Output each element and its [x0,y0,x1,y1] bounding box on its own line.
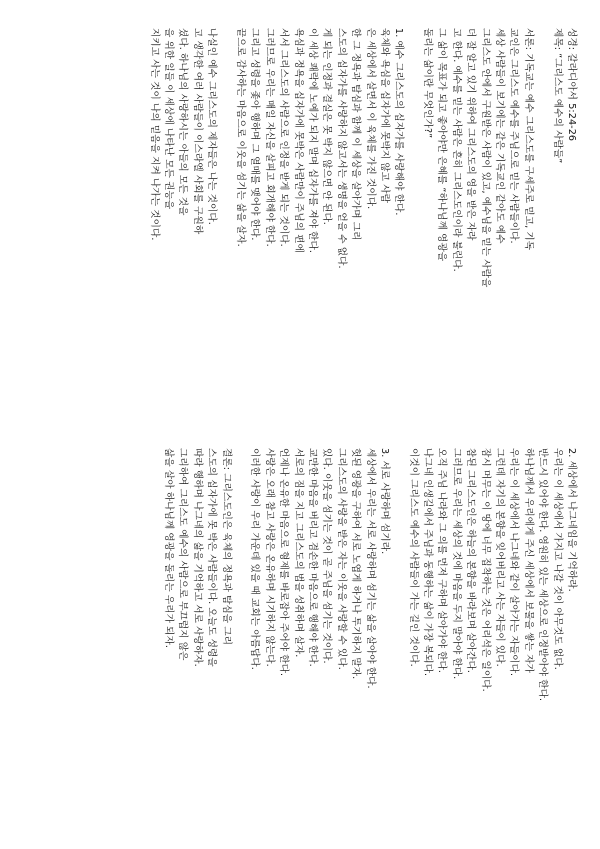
conclusion-line: 그리하여 그리스도 예수의 사람으로 부끄럽지 않은 [177,448,189,661]
conclusion-line: 스도의 십자가에 못 박은 사람들이다. 오늘도 성령을 [206,448,218,667]
intro-line: 더 잘 알고 있기 위하여 그리스도의 영을 받은 자라 [465,28,477,241]
section-2-line: 잠시 머무는 이 땅에 너무 집착하는 것은 어리석은 일이다. [479,448,491,692]
conclusion-line: 결론: 그리스도인은 육체의 정욕과 탐심을 그리 [220,448,232,646]
section-1b-line: 을 위한 일들 이 세상에 나타난 모든 권능을 [163,28,175,210]
section-2-line: 우리는 이 세상에서 가지고 나갈 것이 아무것도 없다. [551,448,563,670]
section-1b-line: 지키고 사는 것이 나의 믿음을 지켜 나가는 것이다. [148,28,160,241]
section-1-line: 은 세상에서 살면서 이 육체를 가진 것이다. [364,28,376,210]
section-1-line: 게 되는 인정과 결실은 못 박지 않으면 안 된다. [321,28,333,225]
section-3-line: 사랑은 오래 참고 사랑은 온유하며 시기하지 않는다. [263,448,275,667]
intro-line: 세상 사람들이 보기에는 같은 기독교인 같아도 예수 [494,28,506,244]
section-3-line: 있다. 이웃을 섬기는 것이 곧 주님을 섬기는 것이다. [321,448,333,664]
section-1-paragraph [233,28,391,420]
section-3-line: 서로의 짐을 지고 그리스도의 법을 성취하며 살자. [292,448,304,658]
section-3-line: 헛된 영광을 구하여 서로 노엽게 하거나 투기하지 말자. [350,448,362,680]
section-1-line: 육체와 욕심을 십자가에 못박지 않고 사람 [378,28,390,203]
section-2-line: 이것이 그리스도 예수의 사람들이 가는 길인 것이다. [407,448,419,667]
section-2-line: 우리는 이 세상에서 나그네와 같이 살아가는 자들이다. [508,448,520,677]
section-1-line: 끝으로 감사하는 마음으로 이웃을 섬기는 삶을 살자. [235,28,247,247]
section-1b-line: 고 생각한 여러 사람들이 이스라엘 사회를 구원하 [191,28,203,235]
section-2-heading: 2. 세상에서 나그네임을 기억하라. [566,448,577,592]
section-2-line: 하나님께서 우리에게 주신 세상에서 보물을 쌓는 자가 [522,448,534,673]
section-1b-line: 나실인 예수 그리스도의 제자들은 나는 것이다. [206,28,218,225]
section-1-line: 그러므로 우리는 매일 자신을 살피고 회개해야 한다. [263,28,275,247]
section-2-line: 나그네 인생길에서 주님과 동행하는 삶이 가장 복되다. [422,448,434,677]
section-1-line: 욕심과 정욕을 십자가에 못박은 사람만이 주님의 편에 [292,28,304,253]
section-1b-line: 셨다. 하나님의 사랑하시는 아들의 모든 것을 [177,28,189,216]
section-1-line: 이 세상 쾌락에 노예가 되지 말며 십자가를 져야 한다. [306,28,318,254]
intro-line: 그 삶이 목표가 되고 좋아야만 은혜를 “하나님께 영광을 [436,28,448,262]
section-3-paragraph [161,448,377,840]
section-3-line: 그리스도의 사랑을 받은 자는 이웃을 사랑할 수 있다. [335,448,347,670]
conclusion-line: 삶을 살아 하나님께 영광을 돌리는 우리가 되자. [163,448,175,649]
section-1-heading: 1. 예수 그리스도의 십자가를 사랑해야 한다. [393,28,405,216]
sermon-title: 제목: “그리스도 예수의 사람들” [551,28,563,164]
section-3-line: 세상에서 우리는 서로 사랑하며 섬기는 삶을 살아야 한다. [364,448,376,689]
section-1-line: 스도의 십자가를 사랑하지 않고서는 생명을 얻을 수 없다. [335,28,347,269]
section-3-line: 교만한 마음을 버리고 겸손한 마음으로 행해야 한다. [306,448,318,667]
section-1-line: 서서 그리스도의 사람으로 인정을 받게 되는 것이다. [278,28,290,247]
intro-line: 고 한다. 예수를 믿는 사람은 흔히 그리스도인이라 불린다. [450,28,462,272]
section-3-heading: 3. 서로 사랑하며 섬기라. [378,448,390,555]
section-1b-paragraph [146,28,218,420]
intro-line: 돌리는 삶이란 무엇인가?” [422,28,434,139]
section-3-line: 이러한 사랑이 우리 가운데 있을 때 교회는 아름답다. [249,448,261,670]
section-2-paragraph [405,448,563,840]
intro-line: 서론: 기독교는 예수 그리스도를 구세주로 믿고, 기독 [522,28,534,251]
section-2-line: 그런데 자기의 본향을 잊어버리고 사는 자들이 있다. [494,448,506,667]
section-3-line: 언제나 온유한 마음으로 형제를 바로잡아 주어야 한다. [278,448,290,677]
intro-line: 교인은 그리스도 예수를 주님으로 믿는 사람들이다. [508,28,520,244]
section-2-line: 그러므로 우리는 세상의 것에 마음을 두지 말아야 한다. [450,448,462,680]
conclusion-line: 따라 행하며 나그네의 삶을 기억하고 서로 사랑하자. [191,448,203,667]
right-column [0,448,600,840]
intro-paragraph [420,28,535,420]
section-2-line: 참된 그리스도인은 하늘의 본향을 바라보며 살아간다. [465,448,477,673]
section-1-line: 그리고 성령을 좇아 행하며 그 열매를 맺어야 한다. [249,28,261,241]
section-2-line: 반드시 있어야 한다. 영원히 있는 세상으로 인정받아야 한다. [537,448,549,702]
left-column [0,28,600,420]
section-2-line: 오직 주님 나라와 그 의를 먼저 구하며 살아가야 한다. [436,448,448,674]
scripture-reference: 성경: 갈라디아서 5:24-26 [566,28,577,142]
section-1-line: 한 그 정욕과 탐심과 함께 이 세상을 살아가며 그리 [350,28,362,241]
intro-line: 그리스도 안에서 구원받은 사람이 있고, 예수님을 믿는 사람을 [479,28,491,288]
